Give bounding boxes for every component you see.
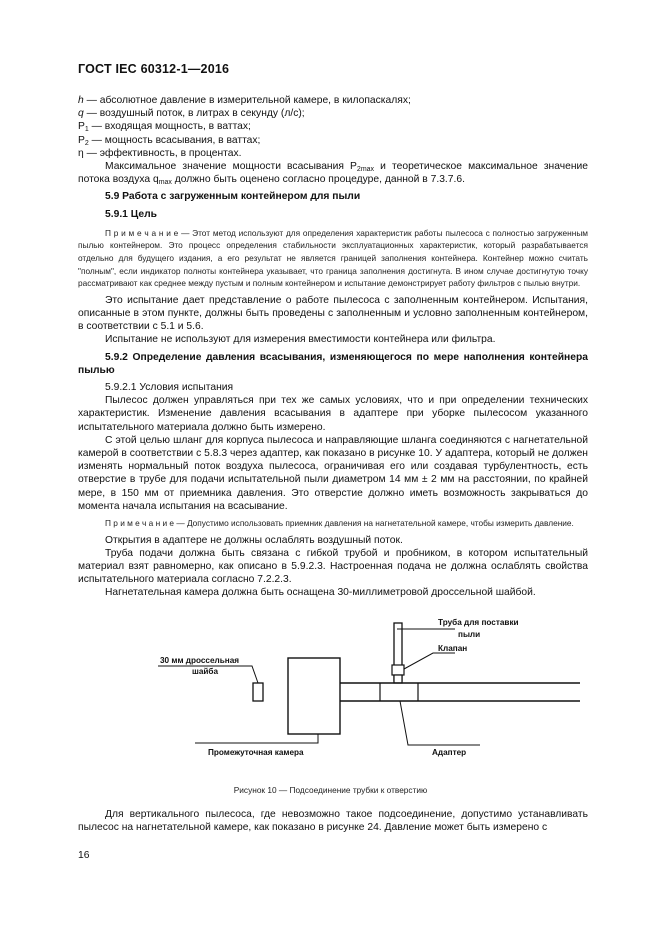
variable-eta: η — эффективность, в процентах. (78, 147, 242, 159)
paragraph-max-suction: Максимальное значение мощности всасывания $P_{2max}$ и теоретическое максимальное значение потока воздуха $q_{max}$ должно быть оценено согласно процедуре, данной в 7.3.7.6. (78, 161, 588, 187)
document-body (78, 94, 588, 600)
section-heading-5-9-1: 5.9.1 Цель (105, 208, 158, 220)
document-header: ГОСТ IEC 60312-1—2016 (78, 62, 230, 76)
label-adapter: Адаптер (432, 748, 467, 757)
paragraph-chamber: Нагнетательная камера должна быть оснащена 30-миллиметровой дроссельной шайбой. (105, 587, 536, 599)
label-tube-2: пыли (458, 630, 481, 639)
variable-p2: $P_2$ — мощность всасывания, в ваттах; (78, 134, 261, 147)
figure-caption: Рисунок 10 — Подсоединение трубки к отверстию (233, 785, 428, 795)
figure-10-diagram (150, 615, 580, 775)
note-1: П р и м е ч а н и е — Этот метод используют для определения характеристик работы пылесоса с полностью загруженным пылью контейнером. Это процесс определения стабильности эксплуатационных характеристик, который разрабатывается отдельно для будущего издания, а его результат не является границей заполнения контейнера. Контейнер можно считать "полным", если индикатор полноты контейнера указывает, что граница заполнения достигнута. В ином случае достигнутую точку рассматривают как среднее между пустым и полным контейнером и испытание демонстрирует работу фильтров с пылью внутри. (78, 227, 588, 289)
paragraph-hose: С этой целью шланг для корпуса пылесоса и направляющие шланга соединяются с нагнетательной камерой в соответствии с 5.8.3 через адаптер, как показано в рисунке 10. У адаптера, который не должен изменять нормальный поток воздуха пылесоса, ограничивая его или создавая турбулентность, есть отверстие в трубе для подачи испытательной пыли диаметром 14 мм ± 2 мм на расстоянии, по крайней мере, в 150 мм от приемника давления. Это отверстие должно иметь возможность закрываться до момента начала испытания на всасывание. (78, 434, 588, 512)
paragraph-conditions: Пылесос должен управляться при тех же самых условиях, что и при определении технических характеристик. Изменение давления всасывания в адаптере при уборке пылесосом указанного испытательного материала должно быть измерено. (78, 395, 588, 433)
paragraph-openings: Открытия в адаптере не должны ослаблять воздушный поток. (105, 534, 403, 546)
note-2: П р и м е ч а н и е — Допустимо использовать приемник давления на нагнетательной камере, чтобы измерить давление. (105, 518, 574, 529)
document-tail (78, 808, 588, 834)
intermediate-chamber (288, 658, 340, 734)
variable-h: h — абсолютное давление в измерительной камере, в килопаскалях; (78, 95, 411, 106)
paragraph-test: Это испытание дает представление о работе пылесоса с заполненным контейнером. Испытания, описанные в этом пункте, должны быть проведены с заполненным и условно заполненным контейнером, в соответствии с 5.1 и 5.6. (78, 294, 588, 333)
throttle-washer (253, 683, 263, 701)
paragraph-vertical: Для вертикального пылесоса, где невозможно такое подсоединение, допустимо устанавливать пылесос на нагнетательной камере, как показано в рисунке 24. Давление может быть измерено с (78, 809, 588, 834)
paragraph-feed-tube: Труба подачи должна быть связана с гибкой трубой и пробником, в котором испытательный материал взят равномерно, как описано в 5.9.2.3. Настроенная подача не должна ослаблять свойства испытательного материала согласно 7.2.2.3. (78, 547, 588, 586)
label-chamber: Промежуточная камера (208, 748, 304, 757)
paragraph-not-used: Испытание не используют для измерения вместимости контейнера или фильтра. (105, 334, 496, 346)
variable-q: q — воздушный поток, в литрах в секунду (л/с); (78, 108, 305, 120)
label-valve: Клапан (438, 644, 468, 653)
valve (392, 665, 404, 675)
section-heading-5-9-2: 5.9.2 Определение давления всасывания, изменяющегося по мере наполнения контейнера пылью (78, 351, 588, 376)
label-washer-2: шайба (192, 667, 219, 676)
label-tube-1: Труба для поставки (438, 618, 519, 627)
page-number: 16 (78, 850, 90, 861)
section-heading-5-9-2-1: 5.9.2.1 Условия испытания (105, 382, 234, 394)
label-washer-1: 30 мм дроссельная (160, 656, 240, 665)
section-heading-5-9: 5.9 Работа с загруженным контейнером для пыли (105, 191, 361, 203)
variable-p1: $P_1$ — входящая мощность, в ваттах; (78, 121, 251, 134)
adapter-connector (394, 675, 402, 683)
